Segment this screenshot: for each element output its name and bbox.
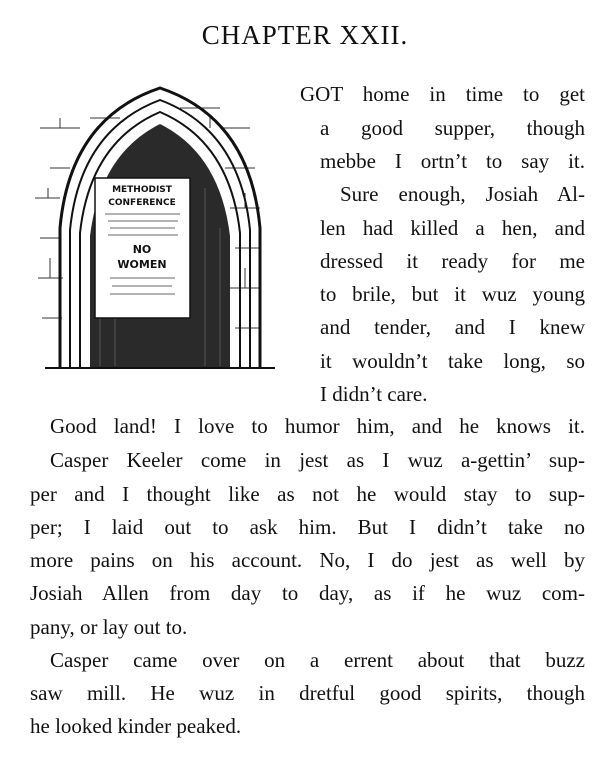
text-line-15: more pains on his account. No, I do jest as well by — [30, 548, 585, 572]
church-door-icon — [30, 78, 290, 378]
text-line-18: Casper came over on a errent about that buzz — [50, 648, 585, 672]
text-line-7: to brile, but it wuz young — [320, 282, 585, 306]
church-door-illustration — [30, 78, 290, 378]
text-line-12: Casper Keeler come in jest as I wuz a-gettin’ sup- — [50, 448, 585, 472]
chapter-title: CHAPTER XXII. — [201, 20, 409, 50]
text-line-19: saw mill. He wuz in dretful good spirits, though — [30, 681, 585, 705]
text-line-2: a good supper, though — [320, 116, 585, 140]
text-line-11: Good land! I love to humor him, and he knows it. — [50, 414, 585, 438]
text-line-13: per and I thought like as not he would stay to sup- — [30, 482, 585, 506]
text-line-9: it wouldn’t take long, so — [320, 349, 585, 373]
text-line-14: per; I laid out to ask him. But I didn’t take no — [30, 515, 585, 539]
poster-line1: METHODIST — [112, 185, 172, 195]
text-line-3: mebbe I ortn’t to say it. — [320, 149, 585, 173]
text-line-16: Josiah Allen from day to day, as if he wuz com- — [30, 581, 585, 605]
text-line-5: len had killed a hen, and — [320, 216, 585, 240]
text-line-20: he looked kinder peaked. — [30, 714, 242, 738]
text-line-1: GOT home in time to get — [300, 82, 585, 106]
poster-line3: NO — [132, 243, 152, 256]
poster-line4: WOMEN — [117, 258, 167, 271]
poster-line2: CONFERENCE — [108, 198, 176, 208]
text-line-10: I didn’t care. — [320, 382, 428, 406]
text-line-17: pany, or lay out to. — [30, 615, 188, 639]
text-line-6: dressed it ready for me — [320, 249, 585, 273]
text-line-4: Sure enough, Josiah Al- — [340, 182, 585, 206]
text-line-8: and tender, and I knew — [320, 315, 585, 339]
